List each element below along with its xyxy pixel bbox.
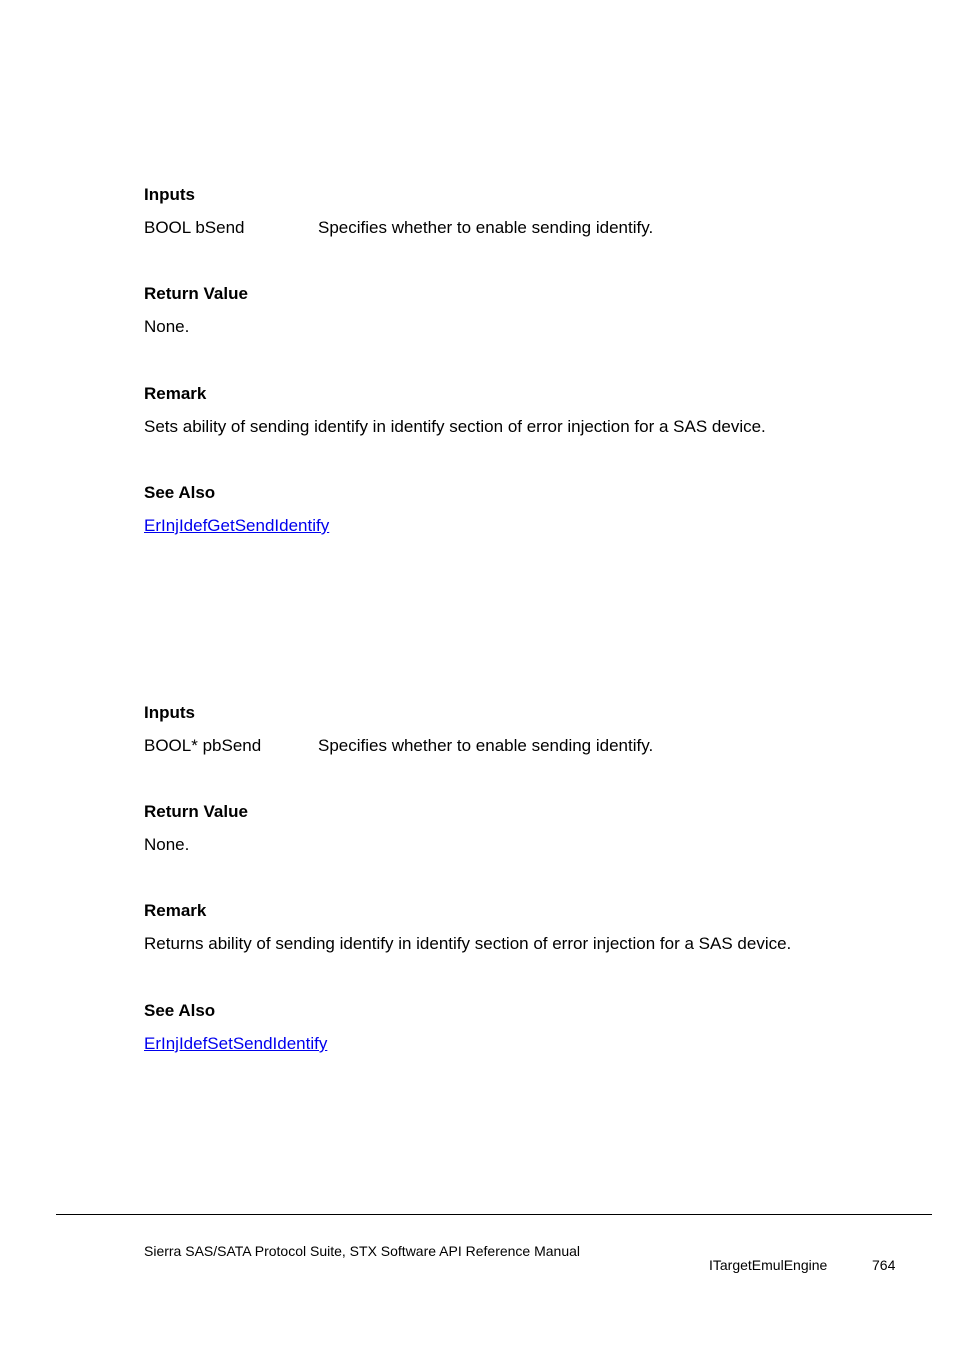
param-name: BOOL bSend — [144, 218, 245, 237]
see-also-link[interactable]: ErInjIdefGetSendIdentify — [144, 516, 330, 535]
return-value-text: None. — [144, 317, 190, 336]
see-also-link[interactable]: ErInjIdefSetSendIdentify — [144, 1034, 328, 1053]
page-number: 764 — [872, 1257, 896, 1273]
remark-heading: Remark — [144, 384, 207, 403]
param-name: BOOL* pbSend — [144, 736, 262, 755]
return-value-heading: Return Value — [144, 284, 248, 303]
remark-text: Returns ability of sending identify in identify section of error injection for a SAS device. — [144, 934, 792, 953]
see-also-heading: See Also — [144, 483, 216, 502]
inputs-heading: Inputs — [144, 703, 195, 722]
footer-section-name: ITargetEmulEngine — [709, 1257, 828, 1273]
footer-manual-title: Sierra SAS/SATA Protocol Suite, STX Software API Reference Manual — [144, 1243, 581, 1259]
return-value-text: None. — [144, 835, 190, 854]
remark-heading: Remark — [144, 901, 207, 920]
see-also-heading: See Also — [144, 1001, 216, 1020]
return-value-heading: Return Value — [144, 802, 248, 821]
remark-text: Sets ability of sending identify in identify section of error injection for a SAS device. — [144, 417, 766, 436]
param-description: Specifies whether to enable sending identify. — [318, 218, 654, 237]
param-description: Specifies whether to enable sending identify. — [318, 736, 654, 755]
inputs-heading: Inputs — [144, 185, 195, 204]
footer-divider — [56, 1214, 932, 1215]
